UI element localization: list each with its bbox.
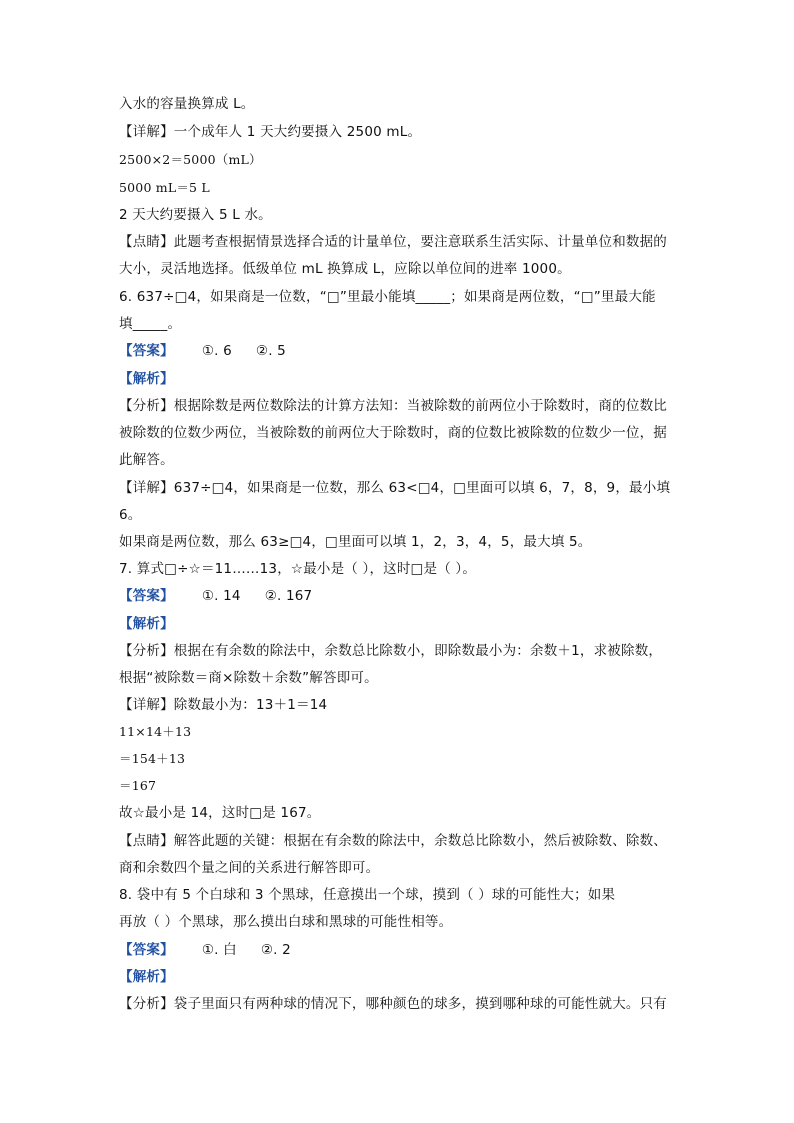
text-line: 【分析】袋子里面只有两种球的情况下，哪种颜色的球多，摸到哪种球的可能性就大。只有 [119, 996, 667, 1012]
text-line: 2500×2＝5000（mL） [119, 152, 262, 167]
text-line: 再放（ ）个黑球，那么摸出白球和黑球的可能性相等。 [119, 914, 453, 930]
text-line: 故☆最小是 14，这时□是 167。 [119, 805, 321, 821]
analysis-label: 【解析】 [119, 969, 174, 985]
text-line: 根据“被除数＝商×除数＋余数”解答即可。 [119, 670, 378, 686]
text-line: 商和余数四个量之间的关系进行解答即可。 [119, 860, 380, 876]
text-line: 【分析】根据除数是两位数除法的计算方法知：当被除数的前两位小于除数时，商的位数比 [119, 398, 667, 414]
answer-line-q8 [119, 940, 291, 960]
answer-line-q6 [119, 341, 286, 361]
answer-1: ①. 14 [201, 588, 241, 604]
text-line: 11×14＋13 [119, 724, 192, 739]
answer-2: ②. 2 [260, 942, 291, 958]
text-line: 大小，灵活地选择。低级单位 mL 换算成 L，应除以单位间的进率 1000。 [119, 261, 571, 277]
analysis-label: 【解析】 [119, 371, 174, 387]
answer-label: 【答案】 [119, 942, 174, 958]
text-line: ＝154＋13 [119, 751, 186, 766]
text-line: ＝167 [119, 778, 157, 793]
question-8: 8. 袋中有 5 个白球和 3 个黑球，任意摸出一个球，摸到（ ）球的可能性大；如果 [119, 887, 616, 903]
text-line: 【详解】637÷□4，如果商是一位数，那么 63<□4，□里面可以填 6，7，8，9，最小填 [119, 480, 671, 496]
answer-label: 【答案】 [119, 343, 174, 359]
text-line: 此解答。 [119, 452, 174, 468]
text-line: 【详解】一个成年人 1 天大约要摄入 2500 mL。 [119, 124, 422, 140]
text-line: 填_____。 [119, 316, 182, 332]
text-line: 如果商是两位数，那么 63≥□4，□里面可以填 1，2，3，4，5，最大填 5。 [119, 534, 592, 550]
answer-2: ②. 167 [264, 588, 313, 604]
text-line: 【点睛】此题考查根据情景选择合适的计量单位，要注意联系生活实际、计量单位和数据的 [119, 234, 667, 250]
text-line: 【点睛】解答此题的关键：根据在有余数的除法中，余数总比除数小，然后被除数、除数、 [119, 833, 667, 849]
answer-2: ②. 5 [255, 343, 286, 359]
text-line: 2 天大约要摄入 5 L 水。 [119, 207, 272, 223]
question-7: 7. 算式□÷☆＝11……13，☆最小是（ ），这时□是（ ）。 [119, 561, 477, 577]
answer-line-q7 [119, 586, 312, 606]
text-line: 被除数的位数少两位，当被除数的前两位大于除数时，商的位数比被除数的位数少一位，据 [119, 425, 667, 441]
analysis-label: 【解析】 [119, 616, 174, 632]
answer-label: 【答案】 [119, 588, 174, 604]
question-6: 6. 637÷□4，如果商是一位数，“□”里最小能填_____；如果商是两位数，“□”里最大能 [119, 289, 656, 305]
text-line: 【详解】除数最小为：13＋1＝14 [119, 697, 328, 713]
text-line: 入水的容量换算成 L。 [119, 96, 255, 112]
answer-1: ①. 6 [201, 343, 232, 359]
text-line: 5000 mL＝5 L [119, 180, 210, 195]
answer-1: ①. 白 [201, 942, 237, 958]
text-line: 【分析】根据在有余数的除法中，余数总比除数小，即除数最小为：余数＋1，求被除数， [119, 643, 663, 659]
text-line: 6。 [119, 507, 142, 523]
